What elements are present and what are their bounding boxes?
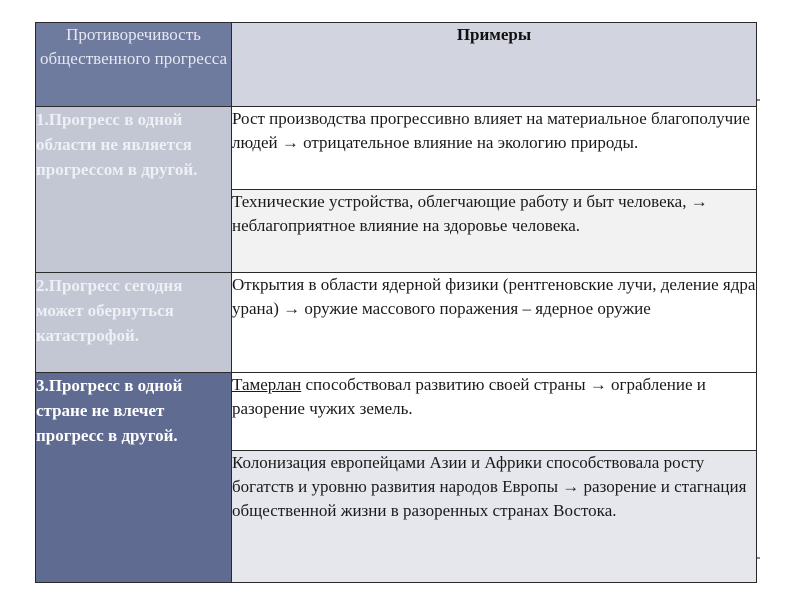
category-cell-1: 1.Прогресс в одной области не является прогрессом в другой. (36, 107, 232, 273)
edge-mark (757, 99, 760, 101)
contradictions-table (35, 22, 757, 583)
tamerlane-link-text: Тамерлан (232, 375, 302, 394)
edge-mark (757, 557, 760, 559)
header-contradiction: Противоречивость общественного прогресса (36, 23, 232, 107)
example-cell: Открытия в области ядерной физики (рентгеновские лучи, деление ядра урана) → оружие массового поражения – ядерное оружие (232, 273, 757, 373)
table-row (36, 107, 757, 190)
table-row (36, 273, 757, 373)
header-examples: Примеры (232, 23, 757, 107)
example-cell: Колонизация европейцами Азии и Африки способствовала росту богатств и уровню развития народов Европы → разорение и стагнация общественной жизни в разоренных странах Востока. (232, 451, 757, 583)
example-cell (232, 373, 757, 451)
example-cell: Технические устройства, облегчающие работу и быт человека, → неблагоприятное влияние на здоровье человека. (232, 190, 757, 273)
category-cell-2: 2.Прогресс сегодня может обернуться катастрофой. (36, 273, 232, 373)
example-cell: Рост производства прогрессивно влияет на материальное благополучие людей → отрицательное влияние на экологию природы. (232, 107, 757, 190)
table-row (36, 373, 757, 451)
example-text: способствовал развитию своей страны → ограбление и разорение чужих земель. (232, 375, 706, 418)
category-cell-3: 3.Прогресс в одной стране не влечет прогресс в другой. (36, 373, 232, 583)
header-row (36, 23, 757, 107)
